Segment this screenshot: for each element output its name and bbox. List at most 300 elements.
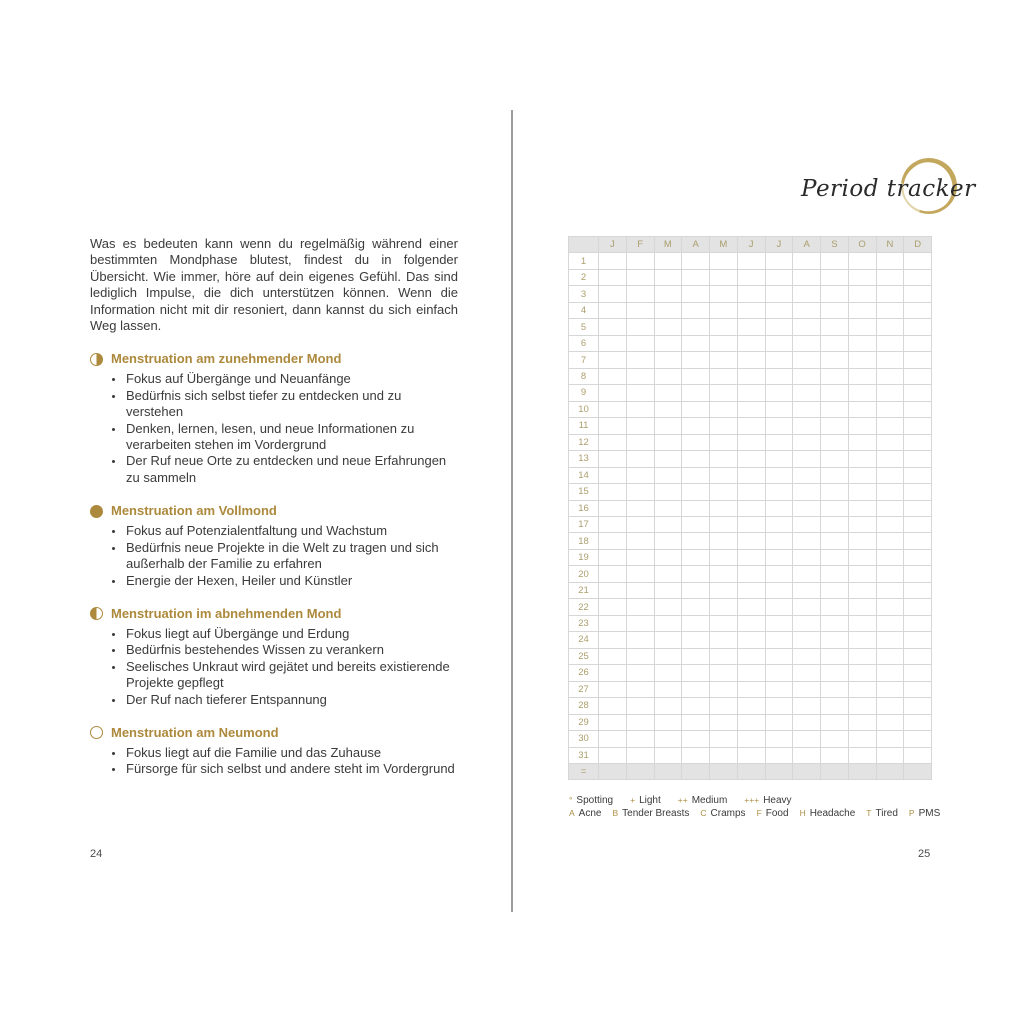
- sum-cell: [876, 764, 904, 780]
- tracker-cell: [626, 385, 654, 401]
- tracker-cell: [848, 500, 876, 516]
- tracker-cell: [793, 352, 821, 368]
- tracker-cell: [765, 434, 793, 450]
- month-header-cell: O: [848, 237, 876, 253]
- tracker-cell: [793, 714, 821, 730]
- tracker-cell: [876, 335, 904, 351]
- tracker-cell: [793, 253, 821, 269]
- tracker-cell: [793, 302, 821, 318]
- day-row: [569, 549, 932, 565]
- tracker-cell: [654, 467, 682, 483]
- tracker-cell: [654, 599, 682, 615]
- tracker-cell: [848, 747, 876, 763]
- tracker-cell: [654, 747, 682, 763]
- new-moon-icon: [90, 726, 103, 739]
- legend-symbol: +: [630, 795, 636, 805]
- legend-label: Headache: [809, 808, 856, 819]
- tracker-cell: [821, 747, 849, 763]
- sum-cell: [904, 764, 932, 780]
- tracker-cell: [793, 401, 821, 417]
- legend-symbol: ++: [677, 795, 688, 805]
- tracker-cell: [710, 286, 738, 302]
- legend-item: [757, 807, 789, 820]
- tracker-cell: [765, 632, 793, 648]
- tracker-cell: [821, 615, 849, 631]
- day-row: [569, 401, 932, 417]
- legend-label: Light: [639, 795, 661, 806]
- bullet-item: • Fokus liegt auf die Familie und das Zuhause: [125, 745, 458, 761]
- day-number-cell: 16: [569, 500, 599, 516]
- tracker-cell: [710, 714, 738, 730]
- tracker-cell: [626, 352, 654, 368]
- tracker-cell: [848, 681, 876, 697]
- day-number-cell: 24: [569, 632, 599, 648]
- tracker-cell: [876, 665, 904, 681]
- tracker-cell: [904, 731, 932, 747]
- tracker-cell: [793, 731, 821, 747]
- tracker-cell: [626, 401, 654, 417]
- tracker-cell: [599, 302, 627, 318]
- tracker-cell: [737, 632, 765, 648]
- bullet-item: • Bedürfnis neue Projekte in die Welt zu tragen und sich außerhalb der Familie zu erfahren: [125, 540, 458, 573]
- legend-flow-row: [569, 794, 949, 807]
- tracker-cell: [654, 632, 682, 648]
- tracker-cell: [654, 533, 682, 549]
- tracker-cell: [876, 418, 904, 434]
- section-title: Menstruation im abnehmenden Mond: [111, 605, 342, 621]
- month-header-cell: D: [904, 237, 932, 253]
- tracker-cell: [821, 286, 849, 302]
- tracker-cell: [654, 566, 682, 582]
- month-header-cell: M: [654, 237, 682, 253]
- legend-item: [744, 794, 791, 807]
- tracker-cell: [821, 533, 849, 549]
- tracker-cell: [765, 648, 793, 664]
- tracker-cell: [626, 269, 654, 285]
- tracker-cell: [904, 253, 932, 269]
- legend-label: Acne: [578, 808, 602, 819]
- section-heading: [90, 725, 458, 741]
- tracker-cell: [737, 286, 765, 302]
- tracker-cell: [765, 286, 793, 302]
- tracker-cell: [737, 648, 765, 664]
- tracker-cell: [626, 648, 654, 664]
- tracker-cell: [682, 434, 710, 450]
- day-number-cell: 6: [569, 335, 599, 351]
- tracker-cell: [737, 368, 765, 384]
- legend-label: Medium: [691, 795, 728, 806]
- tracker-cell: [682, 648, 710, 664]
- tracker-cell: [682, 385, 710, 401]
- tracker-cell: [765, 319, 793, 335]
- tracker-cell: [765, 533, 793, 549]
- tracker-cell: [765, 566, 793, 582]
- tracker-cell: [876, 747, 904, 763]
- tracker-cell: [904, 632, 932, 648]
- legend-symbol: P: [908, 808, 915, 818]
- tracker-cell: [821, 352, 849, 368]
- tracker-cell: [626, 714, 654, 730]
- tracker-cell: [737, 747, 765, 763]
- tracker-cell: [821, 335, 849, 351]
- tracker-cell: [876, 632, 904, 648]
- sum-row: [569, 764, 932, 780]
- tracker-cell: [710, 599, 738, 615]
- tracker-cell: [904, 500, 932, 516]
- day-row: [569, 286, 932, 302]
- tracker-cell: [821, 451, 849, 467]
- tracker-cell: [904, 582, 932, 598]
- day-number-cell: 23: [569, 615, 599, 631]
- tracker-cell: [848, 319, 876, 335]
- day-row: [569, 681, 932, 697]
- tracker-cell: [626, 681, 654, 697]
- day-row: [569, 434, 932, 450]
- tracker-cell: [626, 319, 654, 335]
- tracker-cell: [848, 516, 876, 532]
- tracker-cell: [599, 632, 627, 648]
- tracker-cell: [848, 599, 876, 615]
- sum-cell: [626, 764, 654, 780]
- tracker-cell: [599, 385, 627, 401]
- tracker-cell: [904, 648, 932, 664]
- tracker-cell: [848, 286, 876, 302]
- day-number-cell: 14: [569, 467, 599, 483]
- page-number-left: 24: [90, 848, 103, 860]
- day-number-cell: 11: [569, 418, 599, 434]
- tracker-cell: [821, 434, 849, 450]
- day-row: [569, 302, 932, 318]
- tracker-cell: [626, 665, 654, 681]
- tracker-cell: [765, 599, 793, 615]
- tracker-cell: [876, 385, 904, 401]
- tracker-cell: [682, 401, 710, 417]
- tracker-cell: [765, 352, 793, 368]
- tracker-cell: [654, 582, 682, 598]
- tracker-cell: [737, 516, 765, 532]
- tracker-cell: [626, 533, 654, 549]
- tracker-cell: [737, 269, 765, 285]
- tracker-cell: [654, 385, 682, 401]
- tracker-cell: [848, 566, 876, 582]
- section-heading: [90, 503, 458, 519]
- sum-symbol-cell: =: [569, 764, 599, 780]
- tracker-cell: [682, 549, 710, 565]
- tracker-cell: [876, 648, 904, 664]
- tracker-cell: [710, 681, 738, 697]
- tracker-cell: [765, 500, 793, 516]
- tracker-cell: [904, 484, 932, 500]
- tracker-cell: [682, 698, 710, 714]
- section-bullet-list: [90, 371, 458, 486]
- month-header-cell: A: [793, 237, 821, 253]
- tracker-cell: [793, 418, 821, 434]
- tracker-cell: [821, 319, 849, 335]
- day-row: [569, 516, 932, 532]
- tracker-cell: [876, 286, 904, 302]
- day-number-cell: 17: [569, 516, 599, 532]
- sum-cell: [682, 764, 710, 780]
- tracker-cell: [654, 434, 682, 450]
- tracker-cell: [765, 253, 793, 269]
- tracker-cell: [710, 335, 738, 351]
- tracker-cell: [904, 286, 932, 302]
- month-header-cell: S: [821, 237, 849, 253]
- sum-cell: [710, 764, 738, 780]
- tracker-cell: [765, 368, 793, 384]
- section-title: Menstruation am Neumond: [111, 724, 279, 740]
- tracker-cell: [821, 467, 849, 483]
- day-number-cell: 5: [569, 319, 599, 335]
- tracker-cell: [876, 714, 904, 730]
- day-row: [569, 747, 932, 763]
- tracker-cell: [904, 269, 932, 285]
- tracker-cell: [682, 500, 710, 516]
- tracker-cell: [710, 434, 738, 450]
- day-row: [569, 599, 932, 615]
- tracker-cell: [904, 516, 932, 532]
- tracker-cell: [793, 516, 821, 532]
- tracker-cell: [821, 566, 849, 582]
- tracker-cell: [876, 500, 904, 516]
- month-header-cell: M: [710, 237, 738, 253]
- tracker-cell: [710, 549, 738, 565]
- tracker-cell: [737, 352, 765, 368]
- tracker-cell: [848, 484, 876, 500]
- tracker-cell: [848, 269, 876, 285]
- tracker-cell: [682, 418, 710, 434]
- tracker-cell: [765, 665, 793, 681]
- day-number-cell: 21: [569, 582, 599, 598]
- tracker-cell: [626, 566, 654, 582]
- tracker-cell: [876, 582, 904, 598]
- tracker-cell: [654, 352, 682, 368]
- tracker-cell: [821, 632, 849, 648]
- tracker-cell: [876, 302, 904, 318]
- tracker-cell: [765, 549, 793, 565]
- tracker-cell: [876, 269, 904, 285]
- tracker-cell: [654, 681, 682, 697]
- tracker-cell: [710, 533, 738, 549]
- tracker-cell: [710, 368, 738, 384]
- tracker-cell: [848, 533, 876, 549]
- sum-cell: [737, 764, 765, 780]
- tracker-cell: [765, 451, 793, 467]
- tracker-cell: [599, 615, 627, 631]
- bullet-item: • Fokus auf Potenzialentfaltung und Wachstum: [125, 523, 458, 539]
- tracker-cell: [682, 335, 710, 351]
- tracker-cell: [626, 484, 654, 500]
- tracker-cell: [626, 549, 654, 565]
- tracker-cell: [626, 286, 654, 302]
- day-row: [569, 253, 932, 269]
- tracker-cell: [793, 698, 821, 714]
- tracker-cell: [599, 648, 627, 664]
- tracker-cell: [793, 368, 821, 384]
- tracker-cell: [737, 582, 765, 598]
- bullet-item: • Energie der Hexen, Heiler und Künstler: [125, 573, 458, 589]
- tracker-cell: [599, 533, 627, 549]
- tracker-cell: [599, 286, 627, 302]
- tracker-cell: [848, 615, 876, 631]
- tracker-cell: [737, 698, 765, 714]
- tracker-cell: [821, 516, 849, 532]
- legend-symbol: T: [866, 808, 872, 818]
- legend-label: Heavy: [763, 795, 792, 806]
- sum-cell: [793, 764, 821, 780]
- day-row: [569, 269, 932, 285]
- day-number-cell: 26: [569, 665, 599, 681]
- tracker-cell: [599, 566, 627, 582]
- day-row: [569, 665, 932, 681]
- legend-item: [569, 794, 613, 807]
- tracker-cell: [737, 434, 765, 450]
- tracker-cell: [626, 516, 654, 532]
- tracker-cell: [765, 698, 793, 714]
- page-gutter-divider: [511, 110, 513, 912]
- bullet-item: • Der Ruf nach tieferer Entspannung: [125, 692, 458, 708]
- tracker-cell: [821, 698, 849, 714]
- tracker-cell: [876, 352, 904, 368]
- day-row: [569, 632, 932, 648]
- tracker-cell: [821, 368, 849, 384]
- tracker-cell: [765, 401, 793, 417]
- section-waning-moon: [90, 606, 458, 708]
- tracker-cell: [848, 302, 876, 318]
- day-number-cell: 27: [569, 681, 599, 697]
- day-number-cell: 20: [569, 566, 599, 582]
- tracker-cell: [876, 566, 904, 582]
- tracker-cell: [682, 352, 710, 368]
- day-number-cell: 13: [569, 451, 599, 467]
- tracker-cell: [654, 401, 682, 417]
- bullet-item: • Fokus auf Übergänge und Neuanfänge: [125, 371, 458, 387]
- tracker-cell: [821, 500, 849, 516]
- tracker-cell: [876, 434, 904, 450]
- tracker-cell: [710, 615, 738, 631]
- day-row: [569, 385, 932, 401]
- tracker-cell: [654, 484, 682, 500]
- tracker-cell: [737, 253, 765, 269]
- tracker-cell: [737, 451, 765, 467]
- tracker-cell: [682, 681, 710, 697]
- bullet-item: • Bedürfnis bestehendes Wissen zu verankern: [125, 642, 458, 658]
- tracker-cell: [654, 698, 682, 714]
- tracker-cell: [737, 335, 765, 351]
- tracker-cell: [904, 747, 932, 763]
- tracker-cell: [876, 467, 904, 483]
- tracker-cell: [626, 467, 654, 483]
- tracker-cell: [876, 253, 904, 269]
- tracker-cell: [737, 599, 765, 615]
- tracker-cell: [821, 648, 849, 664]
- tracker-cell: [765, 582, 793, 598]
- tracker-cell: [848, 352, 876, 368]
- day-number-cell: 31: [569, 747, 599, 763]
- tracker-cell: [793, 269, 821, 285]
- page-number-right: 25: [918, 848, 931, 860]
- tracker-cell: [904, 385, 932, 401]
- tracker-cell: [821, 418, 849, 434]
- tracker-cell: [654, 319, 682, 335]
- legend-symbol: C: [700, 808, 707, 818]
- tracker-cell: [848, 434, 876, 450]
- tracker-cell: [599, 418, 627, 434]
- tracker-cell: [904, 368, 932, 384]
- tracker-cell: [654, 335, 682, 351]
- tracker-cell: [904, 698, 932, 714]
- day-number-cell: 30: [569, 731, 599, 747]
- tracker-cell: [626, 253, 654, 269]
- tracker-cell: [765, 467, 793, 483]
- legend-item: [678, 794, 728, 807]
- tracker-cell: [710, 253, 738, 269]
- tracker-cell: [848, 665, 876, 681]
- tracker-cell: [599, 731, 627, 747]
- day-number-cell: 4: [569, 302, 599, 318]
- tracker-cell: [626, 582, 654, 598]
- tracker-cell: [765, 385, 793, 401]
- tracker-cell: [821, 401, 849, 417]
- month-header-cell: N: [876, 237, 904, 253]
- tracker-cell: [793, 484, 821, 500]
- tracker-cell: [848, 253, 876, 269]
- tracker-cell: [876, 401, 904, 417]
- legend-symbol: +++: [744, 795, 760, 805]
- legend-label: Spotting: [576, 795, 614, 806]
- day-row: [569, 500, 932, 516]
- tracker-cell: [682, 516, 710, 532]
- tracker-cell: [765, 747, 793, 763]
- tracker-cell: [599, 467, 627, 483]
- section-bullet-list: [90, 523, 458, 589]
- tracker-cell: [710, 302, 738, 318]
- tracker-cell: [765, 615, 793, 631]
- tracker-cell: [737, 500, 765, 516]
- tracker-cell: [737, 418, 765, 434]
- tracker-cell: [599, 599, 627, 615]
- tracker-cell: [793, 533, 821, 549]
- tracker-cell: [710, 632, 738, 648]
- tracker-cell: [737, 467, 765, 483]
- day-number-cell: 29: [569, 714, 599, 730]
- tracker-cell: [848, 632, 876, 648]
- tracker-cell: [904, 418, 932, 434]
- tracker-cell: [682, 368, 710, 384]
- tracker-cell: [793, 549, 821, 565]
- tracker-cell: [710, 319, 738, 335]
- tracker-cell: [710, 451, 738, 467]
- tracker-cell: [765, 302, 793, 318]
- tracker-cell: [599, 335, 627, 351]
- tracker-cell: [599, 698, 627, 714]
- tracker-cell: [848, 549, 876, 565]
- table-corner-cell: [569, 237, 599, 253]
- tracker-cell: [793, 599, 821, 615]
- legend-symbol: F: [756, 808, 762, 818]
- tracker-cell: [710, 484, 738, 500]
- tracker-cell: [821, 549, 849, 565]
- tracker-cell: [599, 516, 627, 532]
- day-row: [569, 451, 932, 467]
- bullet-item: • Der Ruf neue Orte zu entdecken und neue Erfahrungen zu sammeln: [125, 453, 458, 486]
- tracker-cell: [654, 269, 682, 285]
- tracker-cell: [599, 451, 627, 467]
- section-heading: [90, 351, 458, 367]
- month-header-cell: A: [682, 237, 710, 253]
- day-number-cell: 18: [569, 533, 599, 549]
- day-row: [569, 698, 932, 714]
